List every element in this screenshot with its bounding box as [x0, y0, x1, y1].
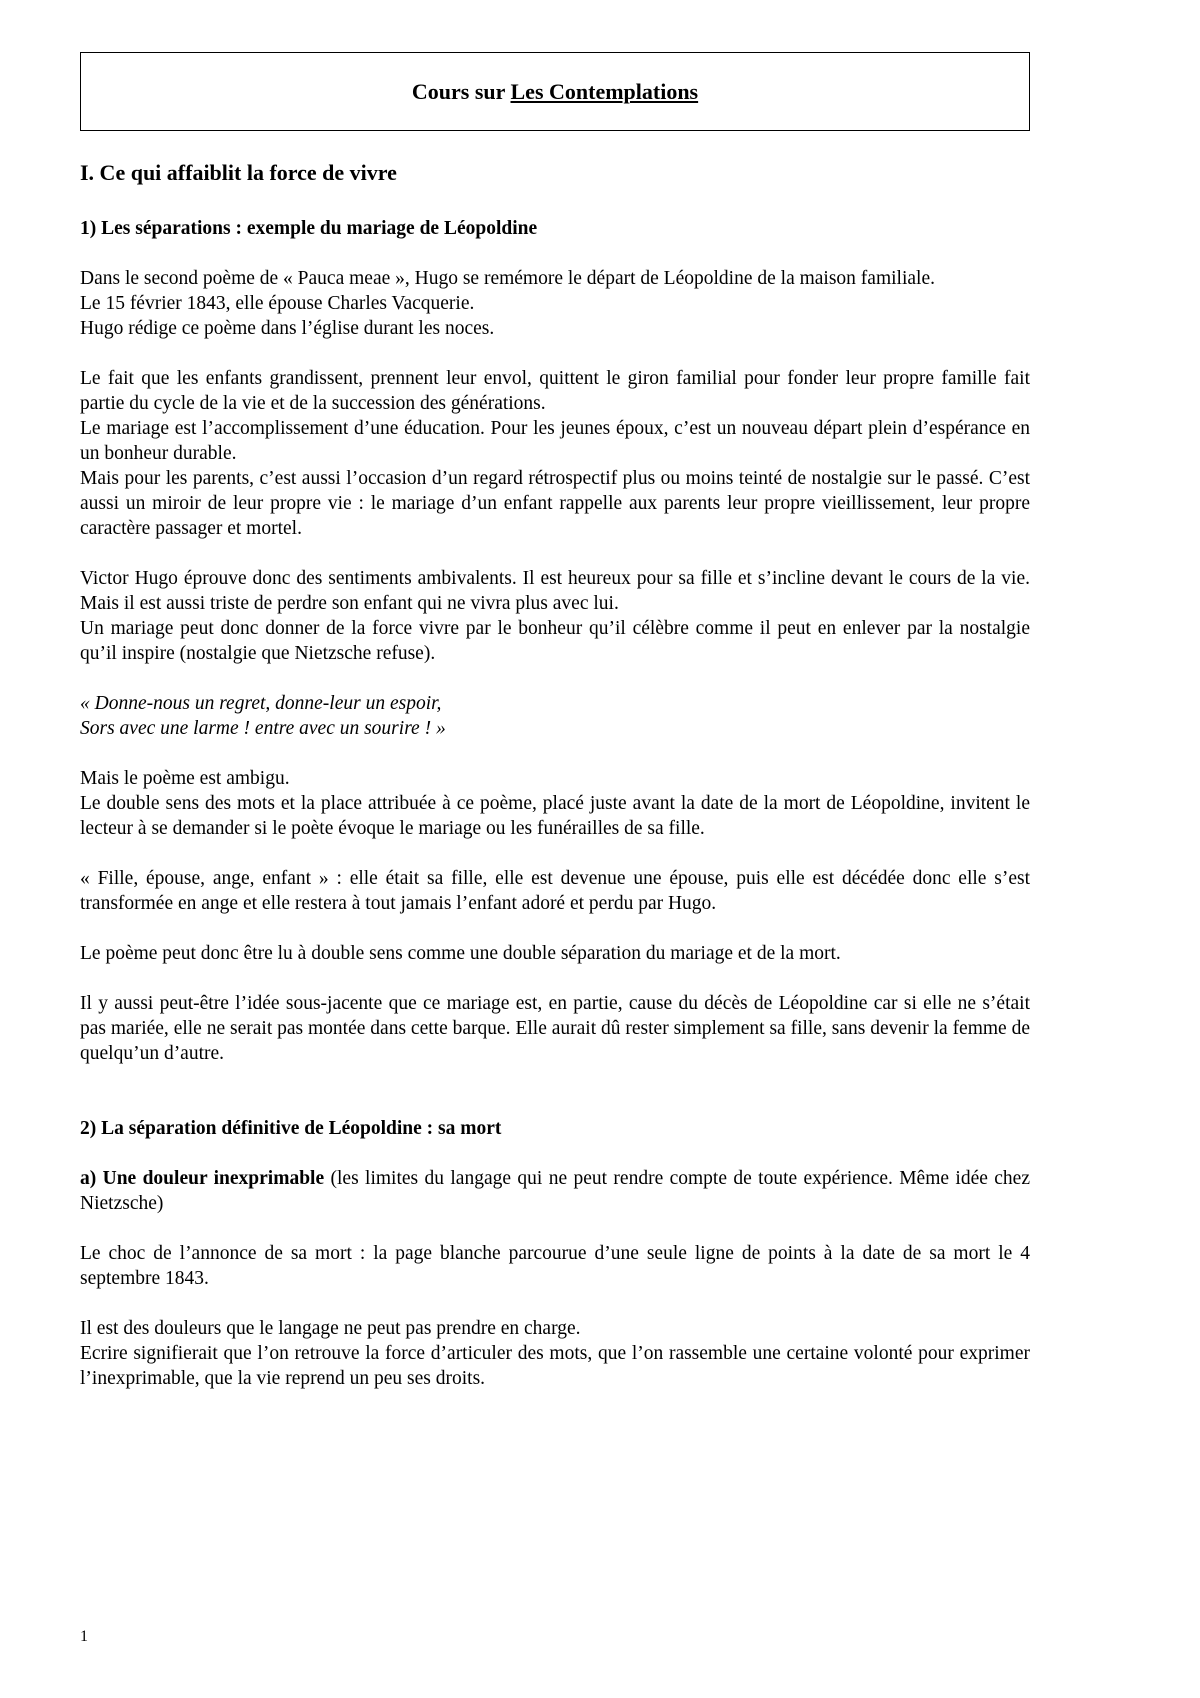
- paragraph: [80, 366, 1030, 541]
- paragraph: [80, 1316, 1030, 1391]
- subsection-heading: 1) Les séparations : exemple du mariage de Léopoldine: [80, 218, 538, 239]
- line: Hugo rédige ce poème dans l’église durant les noces.: [80, 318, 495, 339]
- paragraph: Le choc de l’annonce de sa mort : la page blanche parcourue d’une seule ligne de points à la date de sa mort le 4 septembre 1843.: [80, 1243, 1030, 1289]
- line: Victor Hugo éprouve donc des sentiments ambivalents. Il est heureux pour sa fille et s’incline devant le cours de la vie. Mais il est aussi triste de perdre son enfant qui ne vivra plus avec lui.: [80, 568, 1030, 614]
- line: Le 15 février 1843, elle épouse Charles Vacquerie.: [80, 293, 475, 314]
- line: Le fait que les enfants grandissent, prennent leur envol, quittent le giron familial pour fonder leur propre famille fait partie du cycle de la vie et de la succession des générations.: [80, 368, 1030, 414]
- title-box: [80, 52, 1030, 131]
- line: Mais le poème est ambigu.: [80, 768, 290, 789]
- paragraph: Il y aussi peut-être l’idée sous-jacente que ce mariage est, en partie, cause du décès de Léopoldine car si elle ne s’était pas mariée, elle ne serait pas montée dans cette barque. Elle aurait dû rester simplement sa fille, sans devenir la femme de quelqu’un d’autre.: [80, 993, 1030, 1064]
- line: Le double sens des mots et la place attribuée à ce poème, placé juste avant la date de la mort de Léopoldine, invitent le lecteur à se demander si le poète évoque le mariage ou les funérailles de sa fille.: [80, 793, 1030, 839]
- paragraph: Le poème peut donc être lu à double sens comme une double séparation du mariage et de la mort.: [80, 943, 841, 964]
- section-heading: I. Ce qui affaiblit la force de vivre: [80, 160, 397, 185]
- line: Un mariage peut donc donner de la force vivre par le bonheur qu’il célèbre comme il peut en enlever par la nostalgie qu’il inspire (nostalgie que Nietzsche refuse).: [80, 618, 1030, 664]
- line: Le mariage est l’accomplissement d’une éducation. Pour les jeunes époux, c’est un nouveau départ plein d’espérance en un bonheur durable.: [80, 418, 1030, 464]
- paragraph: [80, 266, 1030, 341]
- line: Ecrire signifierait que l’on retrouve la force d’articuler des mots, que l’on rassemble une certaine volonté pour exprimer l’inexprimable, que la vie reprend un peu ses droits.: [80, 1343, 1030, 1389]
- line: Il est des douleurs que le langage ne peut pas prendre en charge.: [80, 1318, 581, 1339]
- line: Mais pour les parents, c’est aussi l’occasion d’un regard rétrospectif plus ou moins teinté de nostalgie sur le passé. C’est aussi un miroir de leur propre vie : le mariage d’un enfant rappelle aux parents leur propre vieillissement, leur propre caractère passager et mortel.: [80, 468, 1030, 539]
- paragraph: [80, 566, 1030, 666]
- quote: [80, 691, 1030, 741]
- quote-line: Sors avec une larme ! entre avec un sourire ! »: [80, 718, 446, 739]
- sub-heading-note: (les limites du langage qui ne peut rendre compte de toute expérience. Même idée chez Nietzsche): [80, 1168, 1030, 1214]
- subsection-heading: 2) La séparation définitive de Léopoldine : sa mort: [80, 1118, 502, 1139]
- paragraph: [80, 1166, 1030, 1216]
- book-title: Les Contemplations: [510, 79, 699, 104]
- document-body: [80, 158, 1030, 1416]
- paragraph: [80, 766, 1030, 841]
- quote-line: « Donne-nous un regret, donne-leur un espoir,: [80, 693, 442, 714]
- page-number: 1: [80, 1628, 88, 1645]
- title-prefix: Cours sur: [411, 79, 511, 104]
- line: Dans le second poème de « Pauca meae », Hugo se remémore le départ de Léopoldine de la maison familiale.: [80, 268, 935, 289]
- sub-heading: a) Une douleur inexprimable: [80, 1168, 325, 1189]
- paragraph: « Fille, épouse, ange, enfant » : elle était sa fille, elle est devenue une épouse, puis elle est décédée donc elle s’est transformée en ange et elle restera à tout jamais l’enfant adoré et perdu par Hugo.: [80, 868, 1030, 914]
